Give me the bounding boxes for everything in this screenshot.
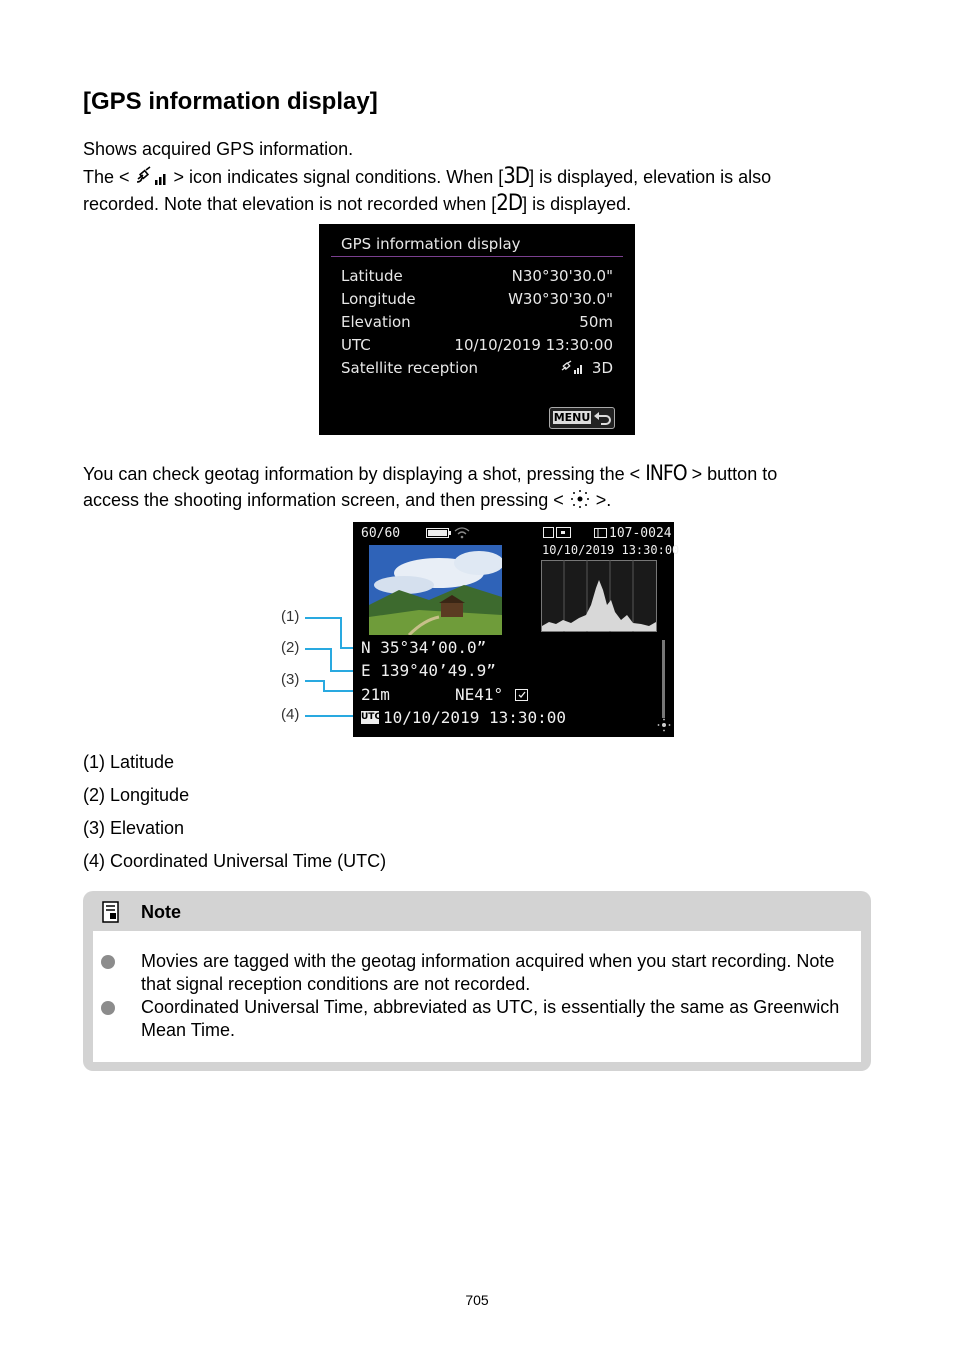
info-button-glyph: INFO xyxy=(645,461,687,485)
multi-controller-icon xyxy=(569,489,591,509)
page-number: 705 xyxy=(465,1292,489,1308)
direction-value: NE41° xyxy=(455,685,504,704)
2d-glyph: 2D xyxy=(496,191,523,216)
callout-1: (1) xyxy=(281,608,300,625)
callout-3: (3) xyxy=(281,671,300,688)
longitude-value: E 139°40’49.9” xyxy=(361,661,496,680)
gps-info-screen xyxy=(319,224,635,435)
wifi-off-icon xyxy=(453,526,473,540)
callout-line xyxy=(330,648,332,672)
gps-row-label: Elevation xyxy=(341,313,411,331)
menu-return-button[interactable] xyxy=(549,407,615,429)
section-heading: [GPS information display] xyxy=(83,88,378,115)
shot-datetime: 10/10/2019 13:30:00 xyxy=(542,543,680,557)
gps-row-value: W30°30'30.0" xyxy=(508,290,613,308)
gps-row-label: UTC xyxy=(341,336,371,354)
gps-row xyxy=(341,359,613,381)
legend-item: (4) Coordinated Universal Time (UTC) xyxy=(83,851,387,871)
multi-controller-icon xyxy=(657,718,671,732)
satellite-signal-icon xyxy=(560,360,586,374)
folder-file-number: 107-0024 xyxy=(609,526,672,541)
geotag-text: You can check geotag information by displaying a shot, pressing the < xyxy=(83,464,646,484)
histogram xyxy=(541,560,657,632)
battery-icon xyxy=(426,528,452,538)
legend-item: (2) Longitude xyxy=(83,785,190,805)
satellite-signal-icon xyxy=(135,166,169,186)
menu-label: MENU xyxy=(553,411,591,424)
callout-line xyxy=(340,617,342,649)
gps-row-value xyxy=(560,359,613,377)
bullet xyxy=(101,955,115,969)
photo-thumbnail xyxy=(369,545,502,635)
gps-row xyxy=(341,267,613,289)
scrollbar[interactable] xyxy=(662,640,665,718)
elevation-value: 21m xyxy=(361,685,390,704)
note-item: Movies are tagged with the geotag information acquired when you start recording. Note that signal reception conditions are not recorded. xyxy=(141,951,835,994)
callout-line xyxy=(323,690,355,692)
note-title: Note xyxy=(141,902,181,922)
geotag-text: access the shooting information screen, and then pressing < xyxy=(83,490,569,510)
gps-row-value: 10/10/2019 13:30:00 xyxy=(454,336,613,354)
intro-text: The < xyxy=(83,167,135,187)
gps-row xyxy=(341,290,613,312)
note-content xyxy=(93,931,861,1062)
reception-value: 3D xyxy=(591,359,613,377)
geotag-text: >. xyxy=(590,490,612,510)
utc-badge: UTC xyxy=(361,712,382,722)
latitude-value: N 35°34’00.0” xyxy=(361,638,487,657)
gps-row xyxy=(341,336,613,358)
protect-rating-icon xyxy=(543,527,573,539)
3d-glyph: 3D xyxy=(503,164,530,189)
callout-4: (4) xyxy=(281,706,300,723)
utc-time-value: 10/10/2019 13:30:00 xyxy=(383,708,567,727)
note-item: Coordinated Universal Time, abbreviated as UTC, is essentially the same as Greenwich Mean Time. xyxy=(141,997,840,1040)
gps-row-label: Satellite reception xyxy=(341,359,478,377)
folder-icon xyxy=(594,527,608,539)
intro-text: recorded. Note that elevation is not recorded when [ xyxy=(83,194,497,214)
shooting-info-screen xyxy=(353,522,680,737)
geotag-line-1 xyxy=(83,460,777,488)
intro-line-2 xyxy=(83,163,771,191)
callout-line xyxy=(305,680,325,682)
note-box xyxy=(83,891,871,1071)
intro-text: ] is displayed. xyxy=(522,194,632,214)
callout-2: (2) xyxy=(281,639,300,656)
callout-line xyxy=(305,648,331,650)
intro-line-3 xyxy=(83,190,631,218)
gps-row-label: Latitude xyxy=(341,267,403,285)
compass-icon xyxy=(515,687,529,701)
title-divider xyxy=(331,256,623,257)
geotag-line-2 xyxy=(83,487,611,514)
intro-line-1: Shows acquired GPS information. xyxy=(83,139,354,159)
intro-text: > icon indicates signal conditions. When [ xyxy=(168,167,504,187)
gps-row-value: 50m xyxy=(579,313,613,331)
gps-row-value: N30°30'30.0" xyxy=(511,267,613,285)
callout-line xyxy=(305,617,341,619)
legend-item: (1) Latitude xyxy=(83,752,175,772)
intro-text: ] is displayed, elevation is also xyxy=(529,167,772,187)
gps-row xyxy=(341,313,613,335)
frame-count: 60/60 xyxy=(361,526,401,541)
gps-screen-title: GPS information display xyxy=(341,235,521,253)
callout-line xyxy=(305,715,355,717)
geotag-text: > button to xyxy=(686,464,778,484)
callout-line xyxy=(330,670,355,672)
gps-row-label: Longitude xyxy=(341,290,416,308)
note-icon xyxy=(101,901,121,923)
legend-item: (3) Elevation xyxy=(83,818,185,838)
bullet xyxy=(101,1001,115,1015)
return-arrow-icon xyxy=(593,410,613,426)
